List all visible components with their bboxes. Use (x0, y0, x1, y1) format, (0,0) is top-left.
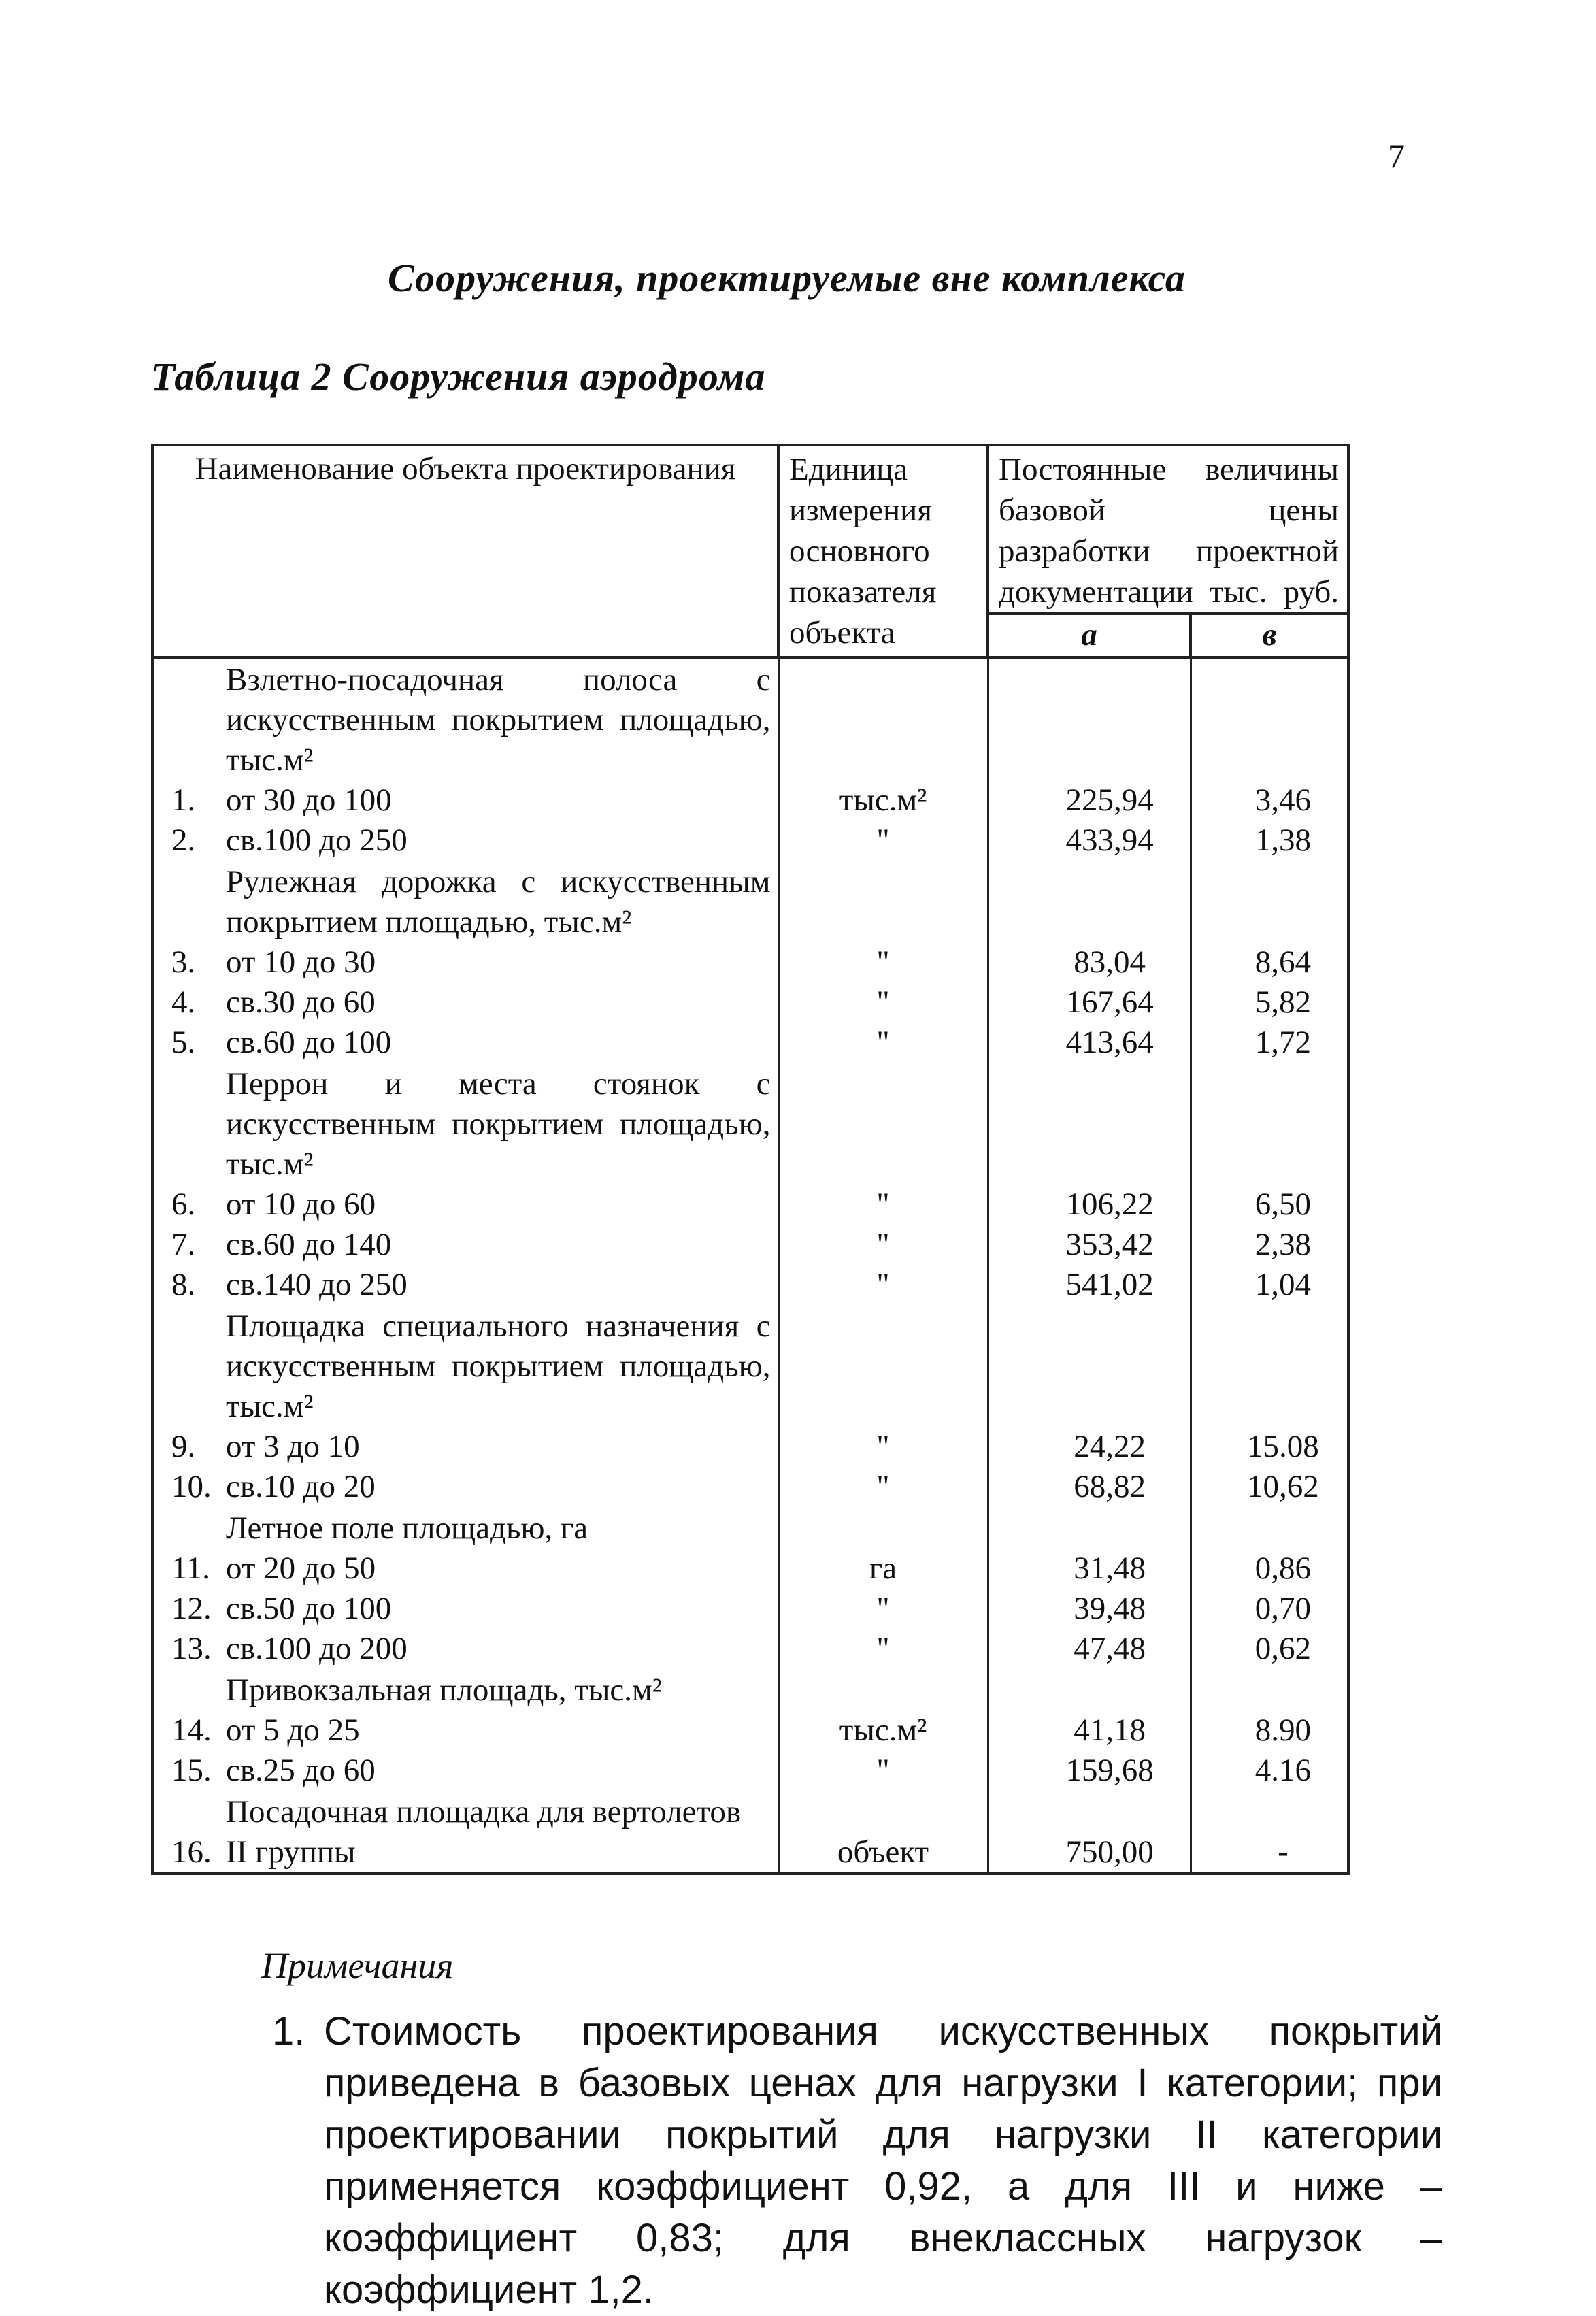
row-label: св.30 до 60 (226, 985, 376, 1020)
row-label: от 10 до 60 (226, 1187, 376, 1222)
cell-name (152, 821, 778, 861)
row-label: св.60 до 100 (226, 1025, 392, 1060)
cell-unit: " (778, 1427, 988, 1467)
cell-value-b: 2,38 (1191, 1225, 1348, 1265)
cell-unit (778, 1791, 988, 1832)
cell-value-b: - (1191, 1832, 1348, 1874)
cell-value-a: 353,42 (988, 1225, 1191, 1265)
cell-name (152, 1832, 778, 1874)
cell-value-b: 6,50 (1191, 1185, 1348, 1225)
cell-name (152, 1305, 778, 1427)
row-label: св.50 до 100 (226, 1591, 392, 1626)
row-number: 6. (171, 1187, 196, 1222)
cell-value-b: 15.08 (1191, 1427, 1348, 1467)
cell-unit: " (778, 1629, 988, 1669)
cell-unit (778, 1507, 988, 1549)
table-row (152, 1549, 1348, 1589)
table-row (152, 1467, 1348, 1507)
section-heading: Сооружения, проектируемые вне комплекса (388, 256, 1186, 300)
cell-name (152, 657, 778, 780)
header-unit: Единица измерения основного показателя объекта (778, 445, 988, 657)
table-row (152, 982, 1348, 1023)
table-row (152, 1265, 1348, 1305)
cell-unit: " (778, 821, 988, 861)
cell-value-b: 0,62 (1191, 1629, 1348, 1669)
header-col-b: в (1191, 614, 1348, 657)
cell-value-b: 1,38 (1191, 821, 1348, 861)
notes-title: Примечания (261, 1945, 454, 1986)
cell-unit: " (778, 1467, 988, 1507)
cell-value-a: 433,94 (988, 821, 1191, 861)
cell-value-a: 225,94 (988, 780, 1191, 821)
table-row (152, 1751, 1348, 1791)
cell-value-a (988, 1669, 1191, 1710)
cell-value-a (988, 1063, 1191, 1185)
cell-unit: тыс.м² (778, 1710, 988, 1751)
header-constants: Постоянные величины базовой цены разработки проектной документации тыс. руб. (988, 445, 1348, 614)
cell-value-b (1191, 657, 1348, 780)
row-label: от 5 до 25 (226, 1713, 360, 1748)
cell-value-a: 41,18 (988, 1710, 1191, 1751)
row-label: св.10 до 20 (226, 1469, 376, 1504)
row-number (154, 1064, 226, 1185)
cell-value-a (988, 861, 1191, 942)
cell-name (152, 1507, 778, 1549)
row-number: 4. (171, 985, 196, 1020)
table-row (152, 1427, 1348, 1467)
table-row (152, 1589, 1348, 1629)
row-label: св.100 до 250 (226, 823, 408, 858)
row-number: 8. (171, 1267, 196, 1302)
row-number (154, 660, 226, 780)
table-row (152, 1185, 1348, 1225)
cell-value-b (1191, 1669, 1348, 1710)
cell-value-a: 24,22 (988, 1427, 1191, 1467)
cell-name (152, 780, 778, 821)
cell-value-b: 3,46 (1191, 780, 1348, 821)
row-number: 14. (171, 1713, 212, 1748)
row-number: 15. (171, 1753, 212, 1788)
cell-unit: " (778, 1185, 988, 1225)
row-number: 5. (171, 1025, 196, 1060)
cell-value-b: 10,62 (1191, 1467, 1348, 1507)
cell-unit: " (778, 1023, 988, 1063)
cell-value-a (988, 657, 1191, 780)
cell-name (152, 1751, 778, 1791)
cell-unit (778, 861, 988, 942)
header-name: Наименование объекта проектирования (152, 445, 778, 657)
row-label: Площадка специального назначения с искусственным покрытием площадью, тыс.м² (226, 1308, 771, 1424)
row-label: II группы (226, 1834, 356, 1870)
cell-value-a: 106,22 (988, 1185, 1191, 1225)
row-number: 16. (171, 1834, 212, 1870)
table-group-row (152, 1791, 1348, 1832)
row-number: 10. (171, 1469, 212, 1504)
cell-value-a: 39,48 (988, 1589, 1191, 1629)
row-label: от 30 до 100 (226, 782, 392, 818)
cell-unit: " (778, 1589, 988, 1629)
row-number: 9. (171, 1429, 196, 1464)
cell-value-a (988, 1791, 1191, 1832)
cell-value-b (1191, 1305, 1348, 1427)
cell-value-b (1191, 1063, 1348, 1185)
note-number: 1. (272, 2009, 305, 2053)
table-group-row (152, 1063, 1348, 1185)
cell-value-a: 68,82 (988, 1467, 1191, 1507)
cell-unit (778, 1305, 988, 1427)
row-number (154, 1508, 226, 1549)
cell-value-b (1191, 861, 1348, 942)
row-number (154, 862, 226, 942)
cell-value-a: 413,64 (988, 1023, 1191, 1063)
row-label: Перрон и места стоянок с искусственным покрытием площадью, тыс.м² (226, 1066, 771, 1182)
cell-name (152, 1669, 778, 1710)
cell-value-b: 0,70 (1191, 1589, 1348, 1629)
row-number: 11. (171, 1551, 211, 1586)
cell-value-a: 541,02 (988, 1265, 1191, 1305)
row-number: 13. (171, 1631, 212, 1666)
header-col-a: а (988, 614, 1191, 657)
table-row (152, 1225, 1348, 1265)
table-group-row (152, 657, 1348, 780)
cell-value-a: 31,48 (988, 1549, 1191, 1589)
table-row (152, 1629, 1348, 1669)
row-label: Летное поле площадью, га (226, 1510, 588, 1546)
cell-value-a: 167,64 (988, 982, 1191, 1023)
cell-unit (778, 657, 988, 780)
cell-name (152, 982, 778, 1023)
cell-name (152, 1549, 778, 1589)
cell-name (152, 1589, 778, 1629)
cell-value-b: 0,86 (1191, 1549, 1348, 1589)
cell-unit (778, 1063, 988, 1185)
cell-name (152, 1063, 778, 1185)
row-label: Привокзальная площадь, тыс.м² (226, 1672, 662, 1708)
cell-value-a: 750,00 (988, 1832, 1191, 1874)
cell-name (152, 1185, 778, 1225)
row-label: Рулежная дорожка с искусственным покрытием площадью, тыс.м² (226, 864, 771, 940)
cell-unit: " (778, 982, 988, 1023)
cell-value-b (1191, 1507, 1348, 1549)
cell-name (152, 1265, 778, 1305)
cell-name (152, 1710, 778, 1751)
row-label: св.140 до 250 (226, 1267, 408, 1302)
cell-name (152, 1225, 778, 1265)
cell-value-b: 1,72 (1191, 1023, 1348, 1063)
cell-name (152, 1467, 778, 1507)
aerodrome-table (151, 444, 1350, 1875)
table-row (152, 821, 1348, 861)
page-number: 7 (1388, 137, 1405, 175)
cell-value-a: 83,04 (988, 942, 1191, 982)
cell-name (152, 1427, 778, 1467)
cell-unit: " (778, 942, 988, 982)
row-label: от 10 до 30 (226, 944, 376, 980)
note-item (272, 2006, 1442, 2316)
row-number: 2. (171, 823, 196, 858)
table-group-row (152, 1507, 1348, 1549)
row-number (154, 1306, 226, 1427)
cell-unit: " (778, 1751, 988, 1791)
row-label: от 20 до 50 (226, 1551, 376, 1586)
row-number: 3. (171, 944, 196, 980)
cell-name (152, 1023, 778, 1063)
table-row (152, 942, 1348, 982)
cell-value-a (988, 1507, 1191, 1549)
row-label: св.100 до 200 (226, 1631, 408, 1666)
cell-unit: объект (778, 1832, 988, 1874)
cell-unit: " (778, 1225, 988, 1265)
cell-value-b: 1,04 (1191, 1265, 1348, 1305)
cell-value-a: 159,68 (988, 1751, 1191, 1791)
table-row (152, 1023, 1348, 1063)
row-number: 7. (171, 1227, 196, 1262)
row-number (154, 1792, 226, 1832)
cell-value-b (1191, 1791, 1348, 1832)
cell-value-b: 8.90 (1191, 1710, 1348, 1751)
cell-value-b: 8,64 (1191, 942, 1348, 982)
table-row (152, 1710, 1348, 1751)
row-number: 12. (171, 1591, 212, 1626)
table-row (152, 1832, 1348, 1874)
cell-unit: тыс.м² (778, 780, 988, 821)
cell-name (152, 1629, 778, 1669)
table-group-row (152, 861, 1348, 942)
cell-value-b: 5,82 (1191, 982, 1348, 1023)
cell-name (152, 861, 778, 942)
table-group-row (152, 1669, 1348, 1710)
row-number: 1. (171, 782, 196, 818)
table-caption: Таблица 2 Сооружения аэродрома (151, 354, 766, 399)
cell-name (152, 1791, 778, 1832)
cell-value-b: 4.16 (1191, 1751, 1348, 1791)
cell-value-a (988, 1305, 1191, 1427)
row-label: Взлетно-посадочная полоса с искусственным покрытием площадью, тыс.м² (226, 662, 771, 778)
row-label: от 3 до 10 (226, 1429, 360, 1464)
table-body (152, 657, 1348, 1874)
cell-value-a: 47,48 (988, 1629, 1191, 1669)
row-label: св.60 до 140 (226, 1227, 392, 1262)
row-label: св.25 до 60 (226, 1753, 376, 1788)
table-group-row (152, 1305, 1348, 1427)
cell-name (152, 942, 778, 982)
cell-unit: " (778, 1265, 988, 1305)
cell-unit (778, 1669, 988, 1710)
row-number (154, 1670, 226, 1710)
note-text: Стоимость проектирования искусственных покрытий приведена в базовых ценах для нагрузки I категории; при проектировании покрытий для нагрузки II категории применяется коэффициент 0,92, а для III и ниже – коэффициент 0,83; для внеклассных нагрузок – коэффициент 1,2. (324, 2009, 1442, 2312)
cell-unit: га (778, 1549, 988, 1589)
row-label: Посадочная площадка для вертолетов (226, 1794, 742, 1830)
table-row (152, 780, 1348, 821)
